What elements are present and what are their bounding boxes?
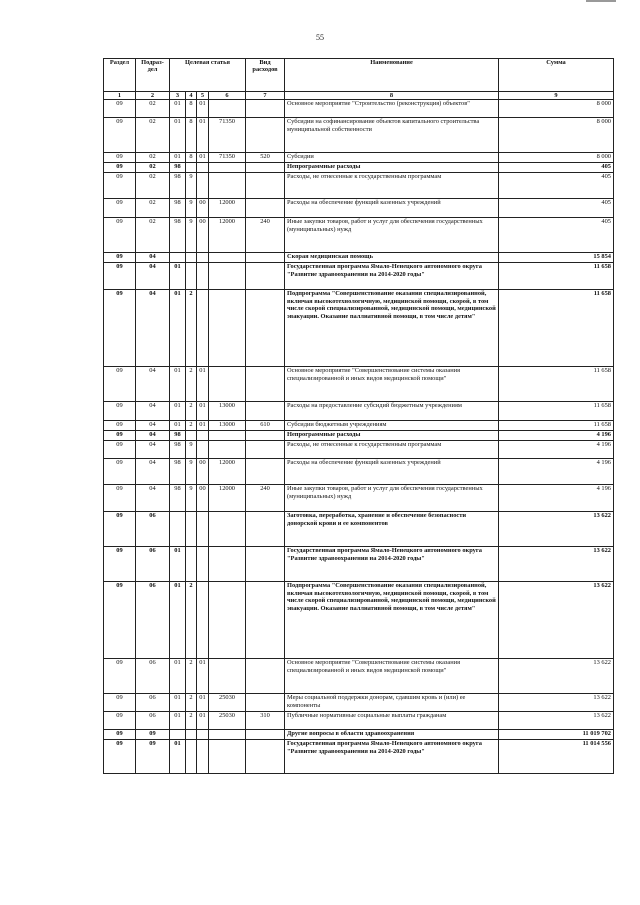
subprogram-code-cell: 2 xyxy=(186,421,197,431)
podrazdel-cell: 04 xyxy=(136,459,170,485)
subprogram-code-cell: 8 xyxy=(186,100,197,118)
expense-type-cell: 610 xyxy=(246,421,285,431)
amount-cell: 11 019 702 xyxy=(499,730,614,740)
program-code-cell: 01 xyxy=(170,582,186,659)
podrazdel-cell: 04 xyxy=(136,263,170,290)
table-row xyxy=(104,730,614,740)
razdel-cell: 09 xyxy=(104,431,136,441)
amount-cell: 11 658 xyxy=(499,290,614,367)
direction-code-cell xyxy=(209,100,246,118)
direction-code-cell xyxy=(209,582,246,659)
amount-cell: 11 658 xyxy=(499,263,614,290)
subprogram-code-cell: 8 xyxy=(186,118,197,153)
podrazdel-cell: 04 xyxy=(136,367,170,402)
table-row xyxy=(104,153,614,163)
amount-cell: 13 622 xyxy=(499,694,614,712)
activity-code-cell: 01 xyxy=(197,421,209,431)
expense-type-cell xyxy=(246,199,285,218)
activity-code-cell xyxy=(197,173,209,199)
podrazdel-cell: 02 xyxy=(136,199,170,218)
column-number: 1 xyxy=(104,92,136,100)
name-cell: Подпрограмма "Совершенствование оказания специализированной, включая высокотехнологичную, медицинской помощи, скорой, в том числе скорой специализированной, медицинской помощи, медицинской эвакуации. Оказание паллиативной помощи, в том числе детям" xyxy=(285,582,499,659)
razdel-cell: 09 xyxy=(104,459,136,485)
subprogram-code-cell: 9 xyxy=(186,485,197,512)
program-code-cell: 98 xyxy=(170,218,186,253)
table-row xyxy=(104,118,614,153)
table-body xyxy=(104,100,614,774)
podrazdel-cell: 02 xyxy=(136,100,170,118)
activity-code-cell xyxy=(197,253,209,263)
podrazdel-cell: 06 xyxy=(136,712,170,730)
activity-code-cell xyxy=(197,740,209,774)
program-code-cell: 01 xyxy=(170,740,186,774)
podrazdel-cell: 06 xyxy=(136,512,170,547)
program-code-cell: 01 xyxy=(170,290,186,367)
direction-code-cell xyxy=(209,659,246,694)
razdel-cell: 09 xyxy=(104,199,136,218)
direction-code-cell: 13000 xyxy=(209,402,246,421)
program-code-cell: 98 xyxy=(170,459,186,485)
direction-code-cell xyxy=(209,173,246,199)
subprogram-code-cell xyxy=(186,512,197,547)
program-code-cell: 98 xyxy=(170,431,186,441)
expense-type-cell xyxy=(246,253,285,263)
podrazdel-cell: 09 xyxy=(136,730,170,740)
expense-type-cell xyxy=(246,730,285,740)
activity-code-cell xyxy=(197,263,209,290)
amount-cell: 8 000 xyxy=(499,100,614,118)
subprogram-code-cell: 9 xyxy=(186,218,197,253)
name-cell: Скорая медицинская помощь xyxy=(285,253,499,263)
name-cell: Расходы, не отнесенные к государственным программам xyxy=(285,441,499,459)
program-code-cell: 98 xyxy=(170,163,186,173)
program-code-cell: 98 xyxy=(170,485,186,512)
amount-cell: 8 000 xyxy=(499,118,614,153)
expense-type-cell xyxy=(246,431,285,441)
column-number: 4 xyxy=(186,92,197,100)
table-row xyxy=(104,459,614,485)
podrazdel-cell: 04 xyxy=(136,253,170,263)
subprogram-code-cell: 2 xyxy=(186,659,197,694)
name-cell: Иные закупки товаров, работ и услуг для обеспечения государственных (муниципальных) нужд xyxy=(285,218,499,253)
podrazdel-cell: 06 xyxy=(136,547,170,582)
subprogram-code-cell: 2 xyxy=(186,712,197,730)
table-row xyxy=(104,441,614,459)
podrazdel-cell: 04 xyxy=(136,485,170,512)
name-cell: Публичные нормативные социальные выплаты гражданам xyxy=(285,712,499,730)
activity-code-cell: 01 xyxy=(197,367,209,402)
header-podrazdel: Подраз-дел xyxy=(136,59,170,92)
direction-code-cell xyxy=(209,163,246,173)
razdel-cell: 09 xyxy=(104,730,136,740)
header-naimenovanie: Наименование xyxy=(285,59,499,92)
activity-code-cell: 01 xyxy=(197,118,209,153)
podrazdel-cell: 02 xyxy=(136,173,170,199)
subprogram-code-cell: 9 xyxy=(186,441,197,459)
program-code-cell: 01 xyxy=(170,659,186,694)
activity-code-cell xyxy=(197,512,209,547)
subprogram-code-cell: 2 xyxy=(186,402,197,421)
razdel-cell: 09 xyxy=(104,659,136,694)
activity-code-cell: 00 xyxy=(197,485,209,512)
amount-cell: 405 xyxy=(499,173,614,199)
table-row xyxy=(104,173,614,199)
program-code-cell: 01 xyxy=(170,421,186,431)
subprogram-code-cell xyxy=(186,253,197,263)
podrazdel-cell: 04 xyxy=(136,431,170,441)
direction-code-cell: 12000 xyxy=(209,218,246,253)
column-number: 6 xyxy=(209,92,246,100)
activity-code-cell: 00 xyxy=(197,199,209,218)
expense-type-cell xyxy=(246,402,285,421)
subprogram-code-cell: 2 xyxy=(186,694,197,712)
table-row xyxy=(104,218,614,253)
razdel-cell: 09 xyxy=(104,153,136,163)
expense-type-cell xyxy=(246,100,285,118)
amount-cell: 11 014 556 xyxy=(499,740,614,774)
program-code-cell xyxy=(170,512,186,547)
direction-code-cell xyxy=(209,740,246,774)
name-cell: Государственная программа Ямало-Ненецкого автономного округа "Развитие здравоохранения на 2014-2020 годы" xyxy=(285,263,499,290)
direction-code-cell: 71350 xyxy=(209,153,246,163)
razdel-cell: 09 xyxy=(104,441,136,459)
amount-cell: 11 658 xyxy=(499,402,614,421)
expense-type-cell xyxy=(246,118,285,153)
subprogram-code-cell xyxy=(186,547,197,582)
subprogram-code-cell xyxy=(186,263,197,290)
podrazdel-cell: 02 xyxy=(136,153,170,163)
amount-cell: 4 196 xyxy=(499,441,614,459)
program-code-cell: 01 xyxy=(170,100,186,118)
razdel-cell: 09 xyxy=(104,263,136,290)
name-cell: Государственная программа Ямало-Ненецкого автономного округа "Развитие здравоохранения на 2014-2020 годы" xyxy=(285,547,499,582)
activity-code-cell: 01 xyxy=(197,659,209,694)
column-number: 5 xyxy=(197,92,209,100)
expense-type-cell xyxy=(246,740,285,774)
amount-cell: 15 854 xyxy=(499,253,614,263)
amount-cell: 405 xyxy=(499,218,614,253)
razdel-cell: 09 xyxy=(104,421,136,431)
amount-cell: 13 622 xyxy=(499,712,614,730)
expense-type-cell: 310 xyxy=(246,712,285,730)
name-cell: Непрограммные расходы xyxy=(285,431,499,441)
table-row xyxy=(104,547,614,582)
program-code-cell: 01 xyxy=(170,153,186,163)
expense-type-cell xyxy=(246,659,285,694)
table-row xyxy=(104,263,614,290)
header-razdel: Раздел xyxy=(104,59,136,92)
activity-code-cell: 01 xyxy=(197,100,209,118)
razdel-cell: 09 xyxy=(104,290,136,367)
activity-code-cell xyxy=(197,582,209,659)
direction-code-cell xyxy=(209,263,246,290)
column-number: 7 xyxy=(246,92,285,100)
activity-code-cell xyxy=(197,290,209,367)
expense-type-cell xyxy=(246,290,285,367)
subprogram-code-cell: 9 xyxy=(186,459,197,485)
direction-code-cell xyxy=(209,441,246,459)
activity-code-cell xyxy=(197,730,209,740)
direction-code-cell xyxy=(209,367,246,402)
table-row xyxy=(104,694,614,712)
razdel-cell: 09 xyxy=(104,402,136,421)
expense-type-cell: 240 xyxy=(246,218,285,253)
expense-type-cell xyxy=(246,694,285,712)
program-code-cell: 01 xyxy=(170,367,186,402)
page-number: 55 xyxy=(316,33,324,42)
table-row xyxy=(104,402,614,421)
razdel-cell: 09 xyxy=(104,118,136,153)
razdel-cell: 09 xyxy=(104,694,136,712)
activity-code-cell xyxy=(197,441,209,459)
podrazdel-cell: 04 xyxy=(136,421,170,431)
program-code-cell: 01 xyxy=(170,694,186,712)
expense-type-cell xyxy=(246,582,285,659)
expense-type-cell xyxy=(246,263,285,290)
amount-cell: 4 196 xyxy=(499,431,614,441)
direction-code-cell: 12000 xyxy=(209,199,246,218)
activity-code-cell: 01 xyxy=(197,402,209,421)
podrazdel-cell: 02 xyxy=(136,218,170,253)
direction-code-cell xyxy=(209,547,246,582)
subprogram-code-cell: 9 xyxy=(186,173,197,199)
program-code-cell: 01 xyxy=(170,712,186,730)
program-code-cell: 01 xyxy=(170,263,186,290)
subprogram-code-cell: 2 xyxy=(186,582,197,659)
name-cell: Основное мероприятие "Совершенствование системы оказания специализированной и иных видов медицинской помощи" xyxy=(285,367,499,402)
column-number: 3 xyxy=(170,92,186,100)
name-cell: Подпрограмма "Совершенствование оказания специализированной, включая высокотехнологичную, медицинской помощи, скорой, в том числе скорой специализированной, медицинской помощи, медицинской эвакуации. Оказание паллиативной помощи, в том числе детям" xyxy=(285,290,499,367)
razdel-cell: 09 xyxy=(104,173,136,199)
activity-code-cell: 00 xyxy=(197,459,209,485)
podrazdel-cell: 06 xyxy=(136,659,170,694)
razdel-cell: 09 xyxy=(104,582,136,659)
direction-code-cell xyxy=(209,512,246,547)
subprogram-code-cell xyxy=(186,163,197,173)
table-row xyxy=(104,163,614,173)
razdel-cell: 09 xyxy=(104,163,136,173)
subprogram-code-cell xyxy=(186,431,197,441)
razdel-cell: 09 xyxy=(104,485,136,512)
name-cell: Основное мероприятие "Совершенствование системы оказания специализированной и иных видов медицинской помощи" xyxy=(285,659,499,694)
expense-type-cell xyxy=(246,459,285,485)
direction-code-cell: 25030 xyxy=(209,694,246,712)
name-cell: Непрограммные расходы xyxy=(285,163,499,173)
name-cell: Государственная программа Ямало-Ненецкого автономного округа "Развитие здравоохранения на 2014-2020 годы" xyxy=(285,740,499,774)
program-code-cell: 98 xyxy=(170,441,186,459)
header-summa: Сумма xyxy=(499,59,614,92)
amount-cell: 405 xyxy=(499,163,614,173)
razdel-cell: 09 xyxy=(104,712,136,730)
table-header-row xyxy=(104,59,614,92)
column-number: 8 xyxy=(285,92,499,100)
activity-code-cell: 01 xyxy=(197,153,209,163)
activity-code-cell xyxy=(197,163,209,173)
activity-code-cell: 01 xyxy=(197,712,209,730)
table-row xyxy=(104,290,614,367)
name-cell: Субсидии на софинансирование объектов капитального строительства муниципальной собственности xyxy=(285,118,499,153)
amount-cell: 4 196 xyxy=(499,485,614,512)
name-cell: Расходы на обеспечение функций казенных учреждений xyxy=(285,459,499,485)
subprogram-code-cell: 9 xyxy=(186,199,197,218)
direction-code-cell xyxy=(209,253,246,263)
subprogram-code-cell xyxy=(186,740,197,774)
expense-type-cell: 240 xyxy=(246,485,285,512)
razdel-cell: 09 xyxy=(104,367,136,402)
table-row xyxy=(104,199,614,218)
program-code-cell: 01 xyxy=(170,402,186,421)
name-cell: Расходы на обеспечение функций казенных учреждений xyxy=(285,199,499,218)
amount-cell: 13 622 xyxy=(499,582,614,659)
table-row xyxy=(104,712,614,730)
program-code-cell xyxy=(170,730,186,740)
expense-type-cell xyxy=(246,367,285,402)
name-cell: Расходы, не отнесенные к государственным программам xyxy=(285,173,499,199)
name-cell: Расходы на предоставление субсидий бюджетным учреждениям xyxy=(285,402,499,421)
program-code-cell xyxy=(170,253,186,263)
direction-code-cell: 12000 xyxy=(209,485,246,512)
program-code-cell: 98 xyxy=(170,173,186,199)
table-row xyxy=(104,421,614,431)
table-row xyxy=(104,740,614,774)
subprogram-code-cell: 2 xyxy=(186,290,197,367)
direction-code-cell xyxy=(209,730,246,740)
name-cell: Субсидии бюджетным учреждениям xyxy=(285,421,499,431)
expense-type-cell xyxy=(246,441,285,459)
amount-cell: 8 000 xyxy=(499,153,614,163)
program-code-cell: 98 xyxy=(170,199,186,218)
table-row xyxy=(104,512,614,547)
subprogram-code-cell: 8 xyxy=(186,153,197,163)
podrazdel-cell: 06 xyxy=(136,582,170,659)
expense-type-cell xyxy=(246,547,285,582)
table-row xyxy=(104,431,614,441)
subprogram-code-cell: 2 xyxy=(186,367,197,402)
scan-edge-mark xyxy=(586,0,616,2)
activity-code-cell xyxy=(197,431,209,441)
podrazdel-cell: 02 xyxy=(136,118,170,153)
amount-cell: 405 xyxy=(499,199,614,218)
direction-code-cell: 25030 xyxy=(209,712,246,730)
activity-code-cell: 00 xyxy=(197,218,209,253)
name-cell: Заготовка, переработка, хранение и обеспечение безопасности донорской крови и ее компонентов xyxy=(285,512,499,547)
table-row xyxy=(104,485,614,512)
direction-code-cell xyxy=(209,290,246,367)
table-row xyxy=(104,659,614,694)
column-number: 9 xyxy=(499,92,614,100)
podrazdel-cell: 06 xyxy=(136,694,170,712)
podrazdel-cell: 09 xyxy=(136,740,170,774)
amount-cell: 11 658 xyxy=(499,421,614,431)
razdel-cell: 09 xyxy=(104,253,136,263)
name-cell: Основное мероприятие "Строительство (реконструкция) объектов" xyxy=(285,100,499,118)
column-number-row xyxy=(104,92,614,100)
table-row xyxy=(104,253,614,263)
name-cell: Другие вопросы в области здравоохранения xyxy=(285,730,499,740)
program-code-cell: 01 xyxy=(170,118,186,153)
direction-code-cell xyxy=(209,431,246,441)
table-row xyxy=(104,100,614,118)
razdel-cell: 09 xyxy=(104,100,136,118)
razdel-cell: 09 xyxy=(104,218,136,253)
expense-type-cell: 520 xyxy=(246,153,285,163)
amount-cell: 13 622 xyxy=(499,512,614,547)
razdel-cell: 09 xyxy=(104,547,136,582)
subprogram-code-cell xyxy=(186,730,197,740)
podrazdel-cell: 04 xyxy=(136,441,170,459)
amount-cell: 4 196 xyxy=(499,459,614,485)
podrazdel-cell: 02 xyxy=(136,163,170,173)
podrazdel-cell: 04 xyxy=(136,290,170,367)
name-cell: Иные закупки товаров, работ и услуг для обеспечения государственных (муниципальных) нужд xyxy=(285,485,499,512)
direction-code-cell: 12000 xyxy=(209,459,246,485)
direction-code-cell: 71350 xyxy=(209,118,246,153)
budget-table xyxy=(103,58,614,774)
razdel-cell: 09 xyxy=(104,512,136,547)
direction-code-cell: 13000 xyxy=(209,421,246,431)
table-row xyxy=(104,367,614,402)
amount-cell: 11 658 xyxy=(499,367,614,402)
name-cell: Субсидии xyxy=(285,153,499,163)
amount-cell: 13 622 xyxy=(499,547,614,582)
expense-type-cell xyxy=(246,163,285,173)
column-number: 2 xyxy=(136,92,170,100)
razdel-cell: 09 xyxy=(104,740,136,774)
amount-cell: 13 622 xyxy=(499,659,614,694)
header-vid-raskhodov: Вид расходов xyxy=(246,59,285,92)
expense-type-cell xyxy=(246,512,285,547)
table-row xyxy=(104,582,614,659)
podrazdel-cell: 04 xyxy=(136,402,170,421)
program-code-cell: 01 xyxy=(170,547,186,582)
header-celevaya-statya: Целевая статья xyxy=(170,59,246,92)
name-cell: Меры социальной поддержки донорам, сдавшим кровь и (или) ее компоненты xyxy=(285,694,499,712)
activity-code-cell xyxy=(197,547,209,582)
expense-type-cell xyxy=(246,173,285,199)
activity-code-cell: 01 xyxy=(197,694,209,712)
